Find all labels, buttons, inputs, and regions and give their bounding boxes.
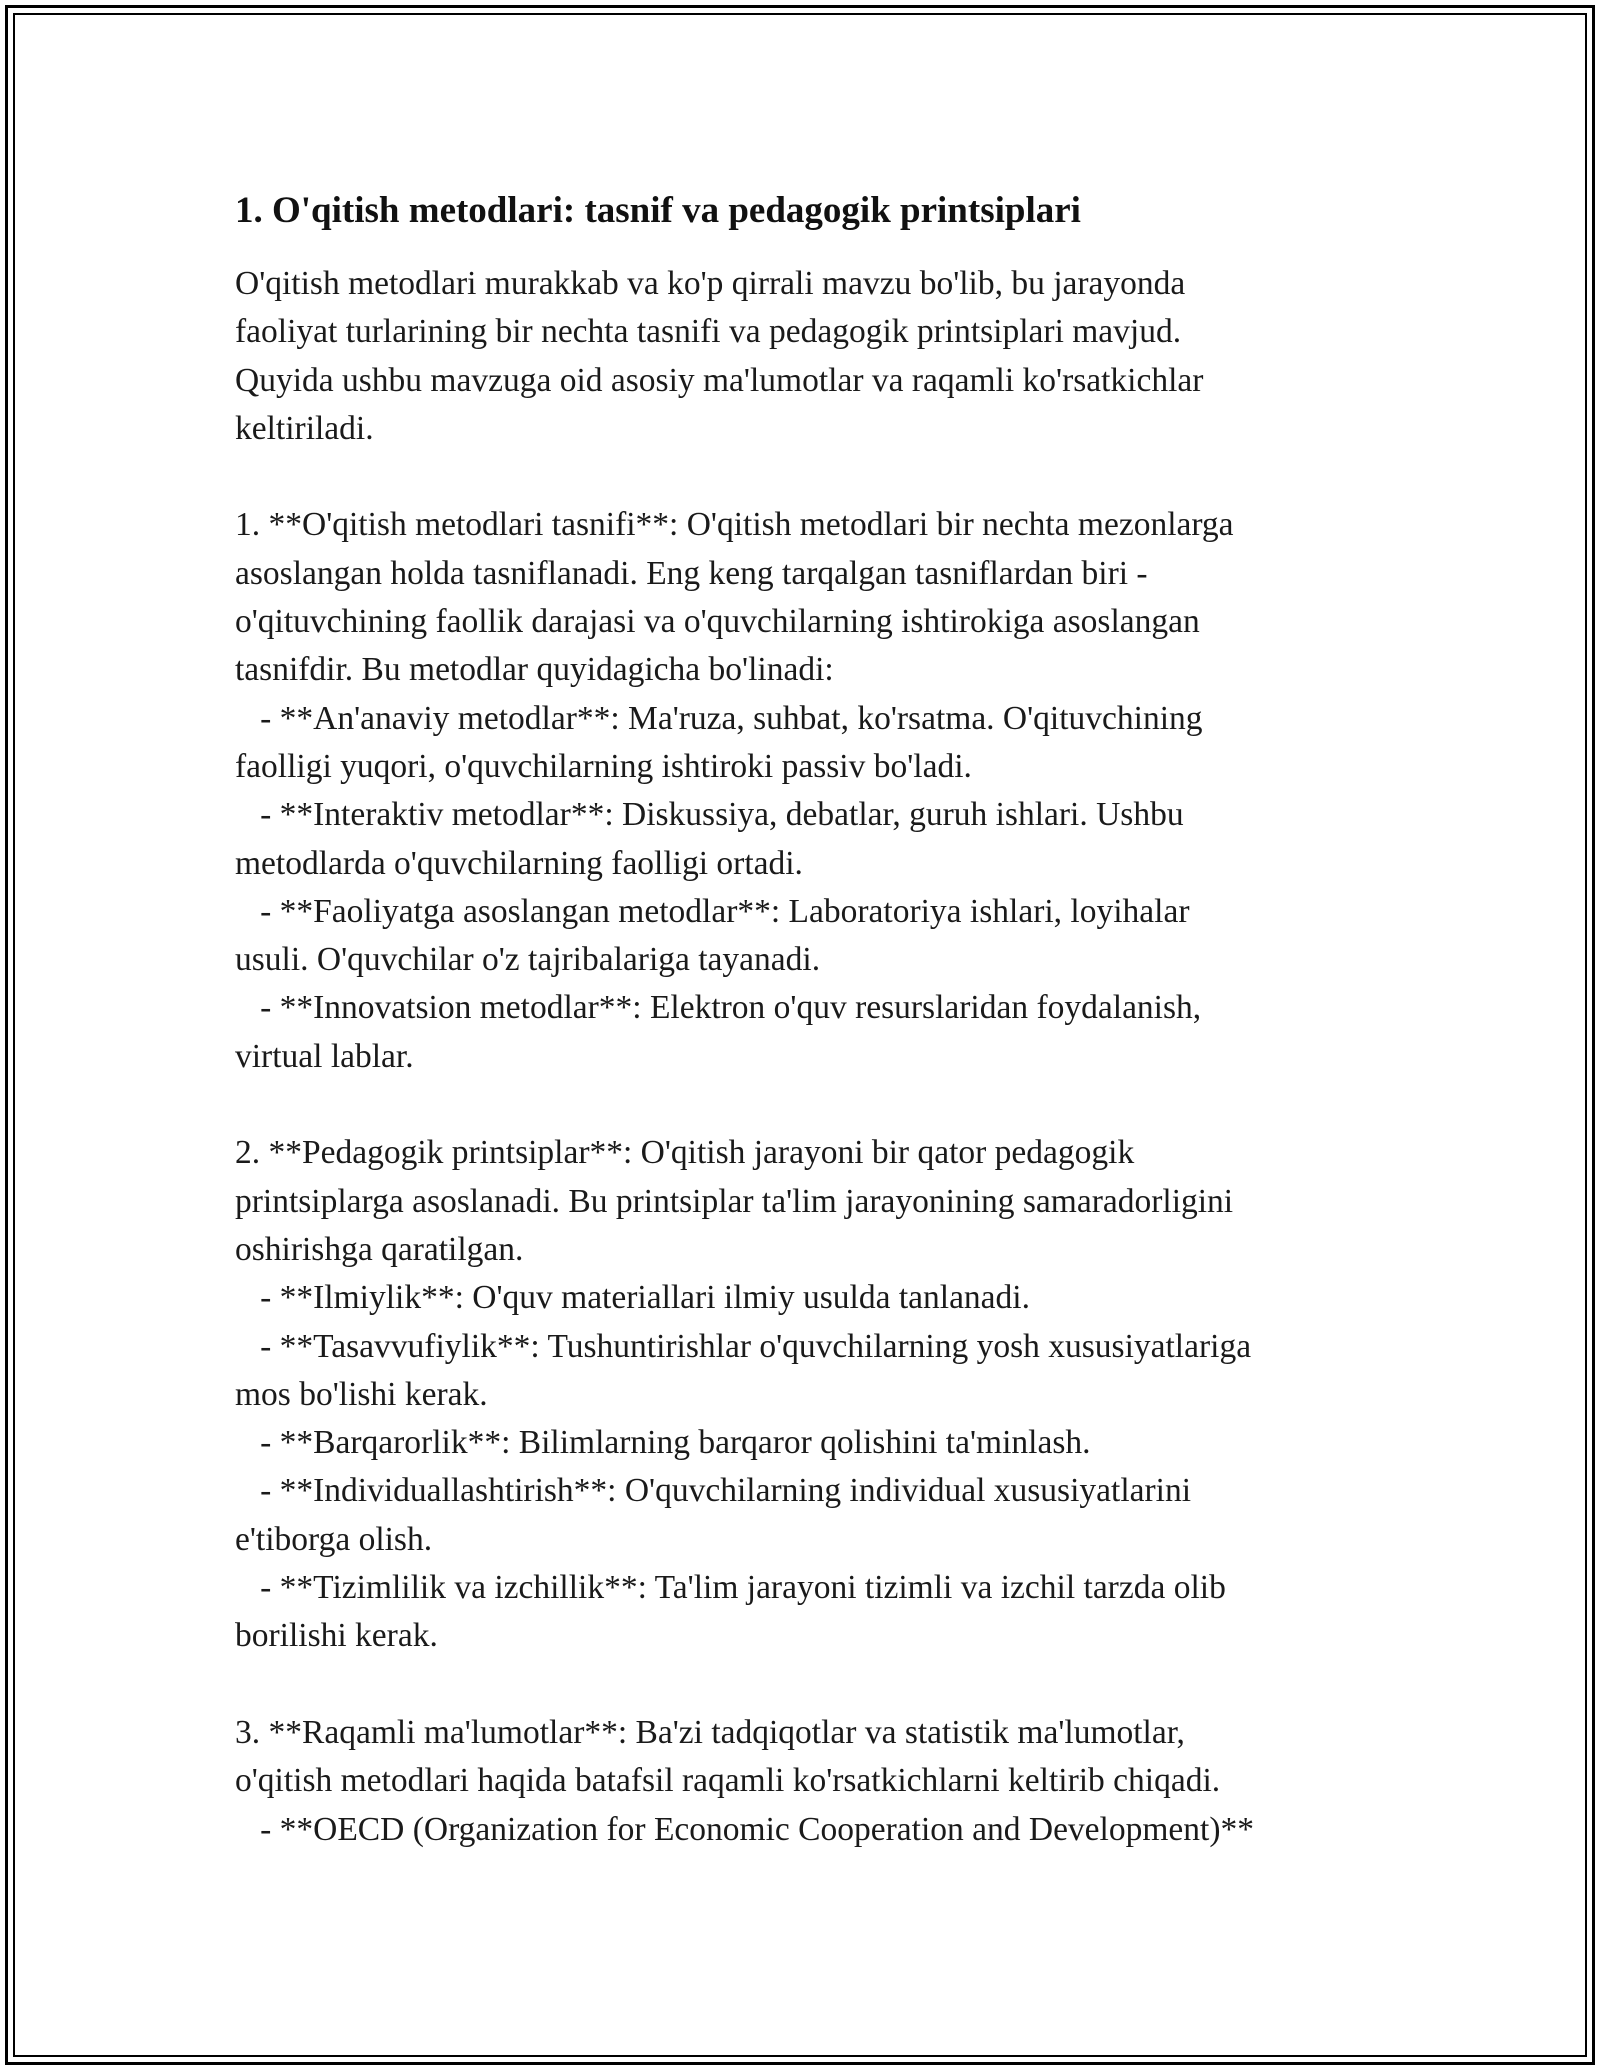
section-2-line: borilishi kerak. [235, 1617, 438, 1655]
section-2-line: - **Individuallashtirish**: O'quvchilarning individual xususiyatlarini [235, 1472, 1192, 1510]
section-1-line: - **An'anaviy metodlar**: Ma'ruza, suhbat, ko'rsatma. O'qituvchining [235, 699, 1203, 737]
section-2-line: - **Barqarorlik**: Bilimlarning barqaror qolishini ta'minlash. [235, 1424, 1091, 1462]
document-title: 1. O'qitish metodlari: tasnif va pedagogik printsiplari [235, 190, 1081, 231]
section-1-line: virtual lablar. [235, 1037, 414, 1075]
section-1-line: faolligi yuqori, o'quvchilarning ishtiroki passiv bo'ladi. [235, 747, 972, 785]
section-1-classification [235, 501, 1365, 1081]
section-2-line: 2. **Pedagogik printsiplar**: O'qitish jarayoni bir qator pedagogik [235, 1134, 1135, 1172]
paragraph-gap [235, 453, 1365, 501]
section-3-numeric-data [235, 1709, 1365, 1854]
document-body [235, 186, 1365, 1854]
intro-line: O'qitish metodlari murakkab va ko'p qirrali mavzu bo'lib, bu jarayonda [235, 265, 1186, 302]
section-1-line: o'qituvchining faollik darajasi va o'quvchilarning ishtirokiga asoslangan [235, 603, 1200, 641]
section-1-line: - **Innovatsion metodlar**: Elektron o'quv resurslaridan foydalanish, [235, 989, 1202, 1027]
section-3-line: 3. **Raqamli ma'lumotlar**: Ba'zi tadqiqotlar va statistik ma'lumotlar, [235, 1713, 1185, 1751]
section-1-line: 1. **O'qitish metodlari tasnifi**: O'qitish metodlari bir nechta mezonlarga [235, 506, 1234, 544]
section-3-line: o'qitish metodlari haqida batafsil raqamli ko'rsatkichlarni keltirib chiqadi. [235, 1762, 1221, 1800]
section-2-line: e'tiborga olish. [235, 1520, 433, 1558]
intro-line: faoliyat turlarining bir nechta tasnifi va pedagogik printsiplari mavjud. [235, 313, 1182, 351]
paragraph-gap [235, 1661, 1365, 1709]
intro-line: keltiriladi. [235, 409, 374, 447]
section-2-line: - **Tizimlilik va izchillik**: Ta'lim jarayoni tizimli va izchil tarzda olib [235, 1569, 1226, 1607]
section-2-line: mos bo'lishi kerak. [235, 1375, 488, 1413]
section-1-line: asoslangan holda tasniflanadi. Eng keng tarqalgan tasniflardan biri - [235, 554, 1148, 592]
intro-line: Quyida ushbu mavzuga oid asosiy ma'lumotlar va raqamli ko'rsatkichlar [235, 361, 1204, 399]
intro-paragraph [235, 260, 1365, 453]
section-2-principles [235, 1129, 1365, 1660]
section-1-line: tasnifdir. Bu metodlar quyidagicha bo'linadi: [235, 651, 834, 689]
section-3-line: - **OECD (Organization for Economic Cooperation and Development)** [235, 1810, 1255, 1848]
section-1-line: - **Faoliyatga asoslangan metodlar**: Laboratoriya ishlari, loyihalar [235, 892, 1190, 930]
paragraph-gap [235, 1081, 1365, 1129]
section-1-line: metodlarda o'quvchilarning faolligi ortadi. [235, 844, 803, 882]
section-2-line: printsiplarga asoslanadi. Bu printsiplar ta'lim jarayonining samaradorligini [235, 1182, 1234, 1220]
section-1-line: - **Interaktiv metodlar**: Diskussiya, debatlar, guruh ishlari. Ushbu [235, 796, 1184, 834]
section-2-line: oshirishga qaratilgan. [235, 1230, 524, 1268]
section-1-line: usuli. O'quvchilar o'z tajribalariga tayanadi. [235, 941, 821, 979]
section-2-line: - **Ilmiylik**: O'quv materiallari ilmiy usulda tanlanadi. [235, 1279, 1030, 1317]
section-2-line: - **Tasavvufiylik**: Tushuntirishlar o'quvchilarning yosh xususiyatlariga [235, 1327, 1252, 1365]
